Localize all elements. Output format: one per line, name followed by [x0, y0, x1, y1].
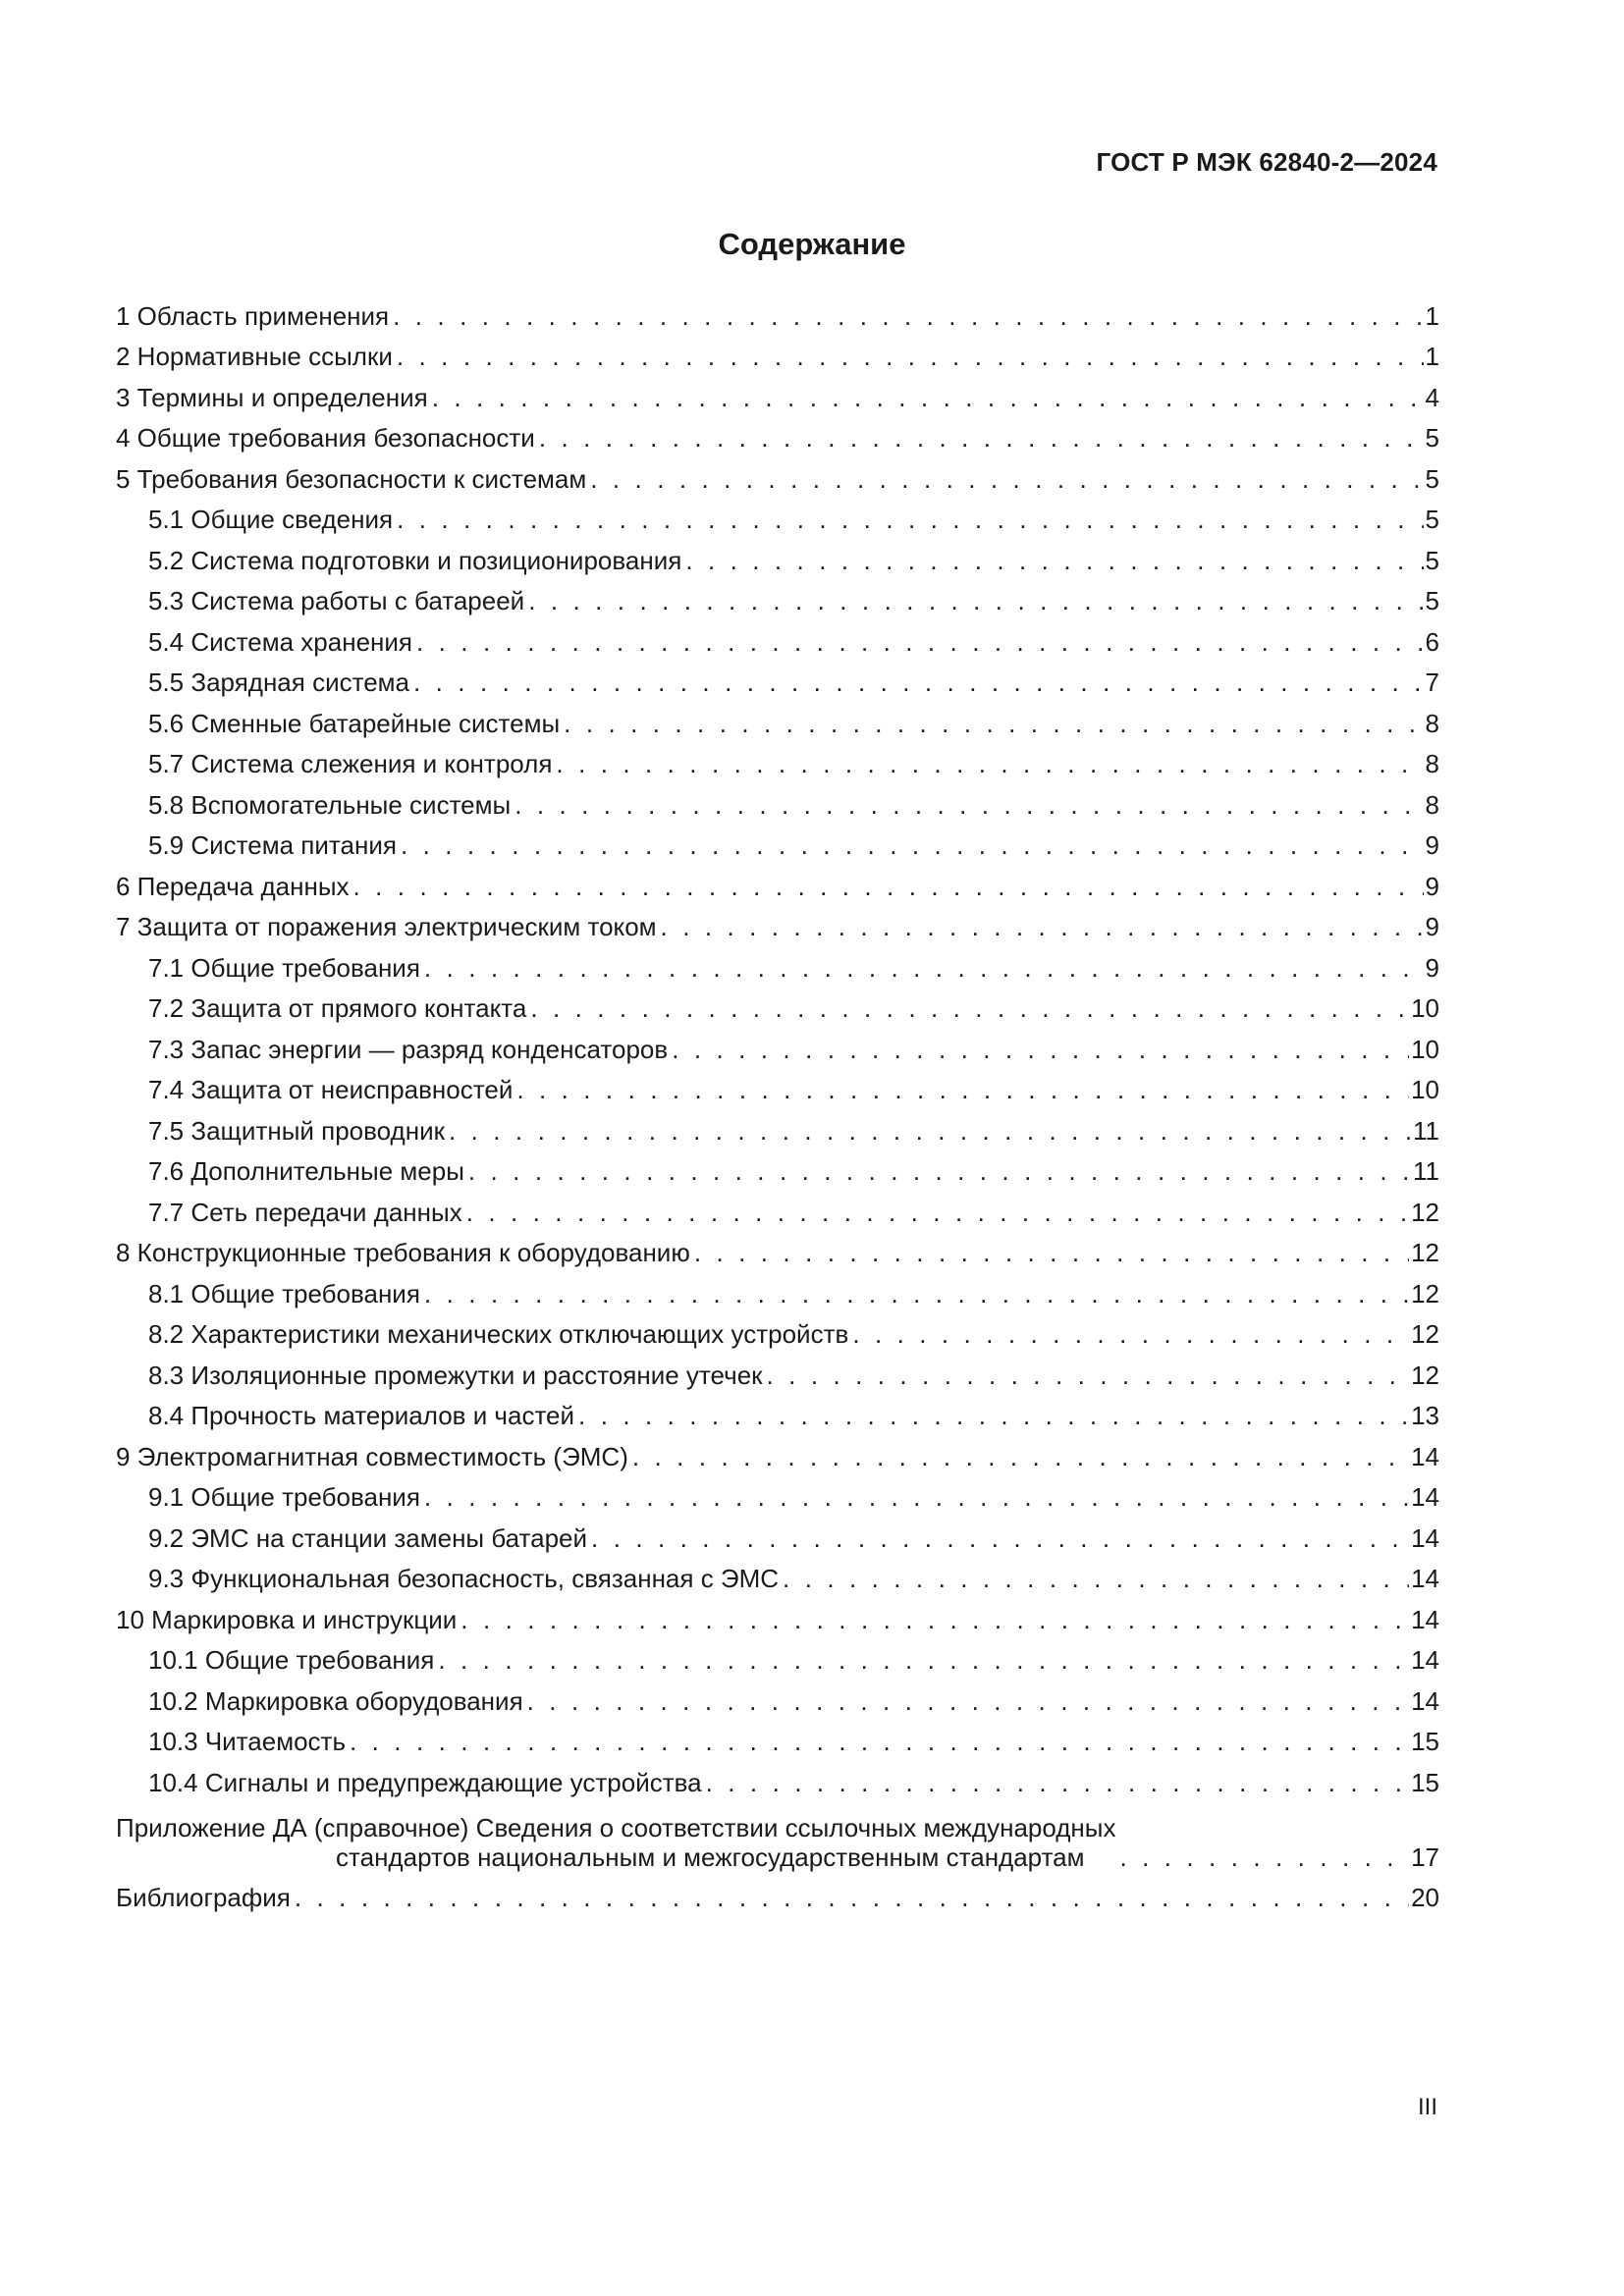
- toc-leader: [556, 749, 1423, 778]
- toc-entry-label: 7.6 Дополнительные меры: [148, 1156, 464, 1186]
- toc-entry[interactable]: [116, 575, 1439, 616]
- toc-entry-page: 6: [1425, 626, 1439, 657]
- toc-leader: [468, 1156, 1411, 1186]
- toc-entry-page: 14: [1411, 1482, 1439, 1512]
- toc-leader: [460, 1605, 1409, 1634]
- toc-entry[interactable]: [116, 1349, 1439, 1390]
- toc-entry[interactable]: [116, 901, 1439, 942]
- toc-entry[interactable]: [116, 1023, 1439, 1064]
- toc-entry[interactable]: [116, 331, 1439, 372]
- toc-leader: [350, 1727, 1409, 1756]
- toc-entry-page: 5: [1425, 545, 1439, 575]
- toc-entry-page: 4: [1425, 382, 1439, 412]
- toc-entry[interactable]: [116, 983, 1439, 1024]
- toc-entry-page: 11: [1413, 1115, 1439, 1146]
- toc-leader: [295, 1883, 1409, 1912]
- toc-entry[interactable]: [116, 778, 1439, 820]
- toc-entry[interactable]: [116, 1390, 1439, 1431]
- toc-entry-bibliography[interactable]: [116, 1872, 1439, 1913]
- toc-leader: [632, 1442, 1409, 1471]
- toc-leader: [514, 790, 1423, 820]
- toc-entry-page: 8: [1425, 789, 1439, 820]
- toc-entry-page: 9: [1425, 952, 1439, 983]
- toc-entry[interactable]: [116, 1104, 1439, 1146]
- toc-entry[interactable]: [116, 1227, 1439, 1268]
- toc-entry[interactable]: [116, 1553, 1439, 1594]
- toc-leader: [706, 1768, 1409, 1797]
- toc-leader: [783, 1564, 1409, 1593]
- toc-entry-label: [116, 1813, 1115, 1872]
- toc-leader: [449, 1116, 1411, 1146]
- toc-entry-label: 10.4 Сигналы и предупреждающие устройства: [148, 1767, 702, 1797]
- toc-leader: [516, 1075, 1409, 1104]
- toc-entry-page: 17: [1411, 1842, 1439, 1872]
- toc-entry-label: 9.3 Функциональная безопасность, связанная с ЭМС: [148, 1564, 780, 1593]
- toc-entry[interactable]: [116, 697, 1439, 738]
- toc-entry[interactable]: [116, 1675, 1439, 1716]
- toc-entry-page: 5: [1425, 505, 1439, 534]
- toc-entry-label: 4 Общие требования безопасности: [116, 423, 535, 453]
- toc-entry-page: 12: [1411, 1319, 1439, 1349]
- toc-leader: [466, 1198, 1409, 1227]
- toc-entry[interactable]: [116, 290, 1439, 331]
- toc-leader: [591, 1523, 1409, 1553]
- toc-leader: [413, 667, 1424, 697]
- toc-entry-label: 2 Нормативные ссылки: [116, 342, 393, 371]
- toc-entry[interactable]: [116, 371, 1439, 412]
- toc-entry-label: 10.3 Читаемость: [148, 1727, 347, 1756]
- toc-entry-page: 14: [1411, 1564, 1439, 1593]
- toc-entry-page: 10: [1411, 1075, 1439, 1104]
- toc-entry-page: 5: [1425, 423, 1439, 453]
- toc-entry[interactable]: [116, 1634, 1439, 1676]
- toc-entry[interactable]: [116, 820, 1439, 861]
- toc-entry-label: 10.1 Общие требования: [148, 1645, 435, 1675]
- toc-leader: [438, 1645, 1409, 1675]
- toc-entry-label: 7.7 Сеть передачи данных: [148, 1197, 462, 1227]
- toc-entry-page: 5: [1425, 586, 1439, 615]
- toc-entry-label: 7.3 Запас энергии — разряд конденсаторов: [148, 1034, 669, 1064]
- toc-entry-label: 6 Передача данных: [116, 871, 350, 901]
- toc-entry[interactable]: [116, 941, 1439, 983]
- toc-entry-page: 9: [1425, 830, 1439, 860]
- toc-entry-page: 1: [1425, 342, 1439, 371]
- toc-entry[interactable]: [116, 1756, 1439, 1797]
- toc-entry-page: 14: [1411, 1604, 1439, 1634]
- toc-entry[interactable]: [116, 615, 1439, 657]
- toc-entry[interactable]: [116, 534, 1439, 575]
- toc-entry[interactable]: [116, 657, 1439, 698]
- toc-entry-page: 1: [1425, 300, 1439, 331]
- toc-entry-page: 20: [1411, 1883, 1439, 1912]
- toc-entry-page: 5: [1425, 463, 1439, 494]
- toc-entry-page: 15: [1411, 1767, 1439, 1797]
- toc-entry-label: 8 Конструкционные требования к оборудованию: [116, 1238, 690, 1267]
- toc-entry-page: 12: [1411, 1278, 1439, 1308]
- toc-entry[interactable]: [116, 1064, 1439, 1105]
- toc-entry-page: 12: [1411, 1197, 1439, 1227]
- toc-leader: [852, 1319, 1409, 1349]
- toc-entry-appendix[interactable]: [116, 1797, 1439, 1872]
- toc-entry-label: 5.4 Система хранения: [148, 626, 413, 657]
- toc-entry-label: 7.1 Общие требования: [148, 952, 420, 983]
- toc-entry-label: 1 Область применения: [116, 300, 390, 331]
- toc-leader: [578, 1401, 1409, 1430]
- toc-leader: [672, 1035, 1409, 1064]
- toc-entry-page: 13: [1411, 1401, 1439, 1430]
- toc-entry-label: 5.1 Общие сведения: [148, 505, 394, 534]
- toc-leader: [694, 1238, 1409, 1267]
- toc-leader: [393, 301, 1423, 331]
- toc-entry[interactable]: [116, 1512, 1439, 1553]
- standard-code: ГОСТ Р МЭК 62840-2—2024: [1096, 147, 1437, 177]
- toc-entry-page: 14: [1411, 1522, 1439, 1553]
- toc-entry-page: 7: [1425, 667, 1439, 697]
- toc-entry-page: 10: [1411, 1034, 1439, 1064]
- toc-entry-label: 5 Требования безопасности к системам: [116, 463, 587, 494]
- toc-leader: [539, 423, 1424, 453]
- toc-entry-label: Библиография: [116, 1883, 291, 1912]
- toc-entry-label: 8.4 Прочность материалов и частей: [148, 1401, 575, 1430]
- toc-entry-page: 8: [1425, 708, 1439, 738]
- toc-leader: [1119, 1842, 1409, 1872]
- toc-entry-label: 8.1 Общие требования: [148, 1278, 420, 1308]
- appendix-label-line1: Приложение ДА (справочное) Сведения о соответствии ссылочных международных: [116, 1812, 1116, 1842]
- toc-entry-label: 3 Термины и определения: [116, 382, 428, 412]
- toc-leader: [685, 546, 1423, 575]
- toc-leader: [424, 1279, 1409, 1308]
- toc-entry-label: 9.1 Общие требования: [148, 1482, 420, 1512]
- toc-entry[interactable]: [116, 1430, 1439, 1471]
- toc-entry-label: 5.5 Зарядная система: [148, 667, 410, 697]
- toc-leader: [397, 505, 1423, 534]
- toc-entry[interactable]: [116, 1308, 1439, 1350]
- toc-entry-label: 5.3 Система работы с батареей: [148, 586, 525, 615]
- appendix-label-line2: стандартов национальным и межгосударственным стандартам: [336, 1842, 1085, 1872]
- toc-entry[interactable]: [116, 1471, 1439, 1513]
- toc-leader: [416, 627, 1424, 657]
- toc-leader: [661, 912, 1424, 941]
- toc-entry-label: 5.6 Сменные батарейные системы: [148, 708, 561, 738]
- table-of-contents: [116, 290, 1439, 1912]
- toc-entry-page: 15: [1411, 1727, 1439, 1756]
- toc-entry-label: 7.2 Защита от прямого контакта: [148, 993, 527, 1023]
- toc-entry[interactable]: [116, 738, 1439, 779]
- toc-entry[interactable]: [116, 1146, 1439, 1187]
- toc-entry-label: 5.8 Вспомогательные системы: [148, 789, 512, 820]
- toc-entry-label: 5.7 Система слежения и контроля: [148, 749, 553, 778]
- toc-leader: [424, 953, 1424, 983]
- toc-entry-label: 10 Маркировка и инструкции: [116, 1604, 458, 1634]
- toc-leader: [528, 586, 1423, 615]
- toc-leader: [767, 1361, 1410, 1390]
- toc-entry[interactable]: [116, 1267, 1439, 1308]
- toc-leader: [432, 383, 1424, 412]
- page-number: III: [1417, 2094, 1437, 2120]
- toc-entry[interactable]: [116, 860, 1439, 901]
- toc-entry-label: 5.9 Система питания: [148, 830, 397, 860]
- toc-entry-label: 7 Защита от поражения электрическим током: [116, 912, 657, 941]
- toc-entry-page: 14: [1411, 1441, 1439, 1471]
- toc-entry[interactable]: [116, 1593, 1439, 1634]
- toc-entry-page: 10: [1411, 993, 1439, 1023]
- toc-entry-label: 8.2 Характеристики механических отключающих устройств: [148, 1319, 849, 1349]
- toc-entry-label: 5.2 Система подготовки и позиционирования: [148, 545, 682, 575]
- toc-title: Содержание: [718, 227, 906, 261]
- toc-entry-page: 11: [1413, 1156, 1439, 1186]
- toc-entry-page: 14: [1411, 1685, 1439, 1716]
- toc-leader: [397, 342, 1424, 371]
- toc-entry-label: 9.2 ЭМС на станции замены батарей: [148, 1522, 588, 1553]
- toc-entry[interactable]: [116, 494, 1439, 535]
- toc-leader: [527, 1686, 1409, 1716]
- toc-entry-label: 8.3 Изоляционные промежутки и расстояние утечек: [148, 1360, 763, 1390]
- toc-entry-page: 8: [1425, 749, 1439, 778]
- toc-entry[interactable]: [116, 1186, 1439, 1227]
- toc-entry[interactable]: [116, 1716, 1439, 1757]
- toc-entry-label: 7.4 Защита от неисправностей: [148, 1075, 514, 1104]
- toc-entry-page: 9: [1425, 871, 1439, 901]
- toc-entry-page: 12: [1411, 1238, 1439, 1267]
- toc-entry-label: 10.2 Маркировка оборудования: [148, 1685, 523, 1716]
- toc-entry-page: 14: [1411, 1645, 1439, 1675]
- toc-entry-label: 9 Электромагнитная совместимость (ЭМС): [116, 1441, 628, 1471]
- toc-leader: [401, 830, 1424, 860]
- toc-entry-label: 7.5 Защитный проводник: [148, 1115, 445, 1146]
- toc-entry[interactable]: [116, 453, 1439, 494]
- toc-entry-page: 12: [1411, 1360, 1439, 1390]
- toc-leader: [424, 1482, 1409, 1512]
- toc-entry-page: 9: [1425, 912, 1439, 941]
- toc-entry[interactable]: [116, 412, 1439, 454]
- toc-leader: [530, 993, 1409, 1023]
- toc-leader: [590, 464, 1423, 494]
- toc-leader: [564, 709, 1423, 738]
- toc-leader: [353, 872, 1424, 901]
